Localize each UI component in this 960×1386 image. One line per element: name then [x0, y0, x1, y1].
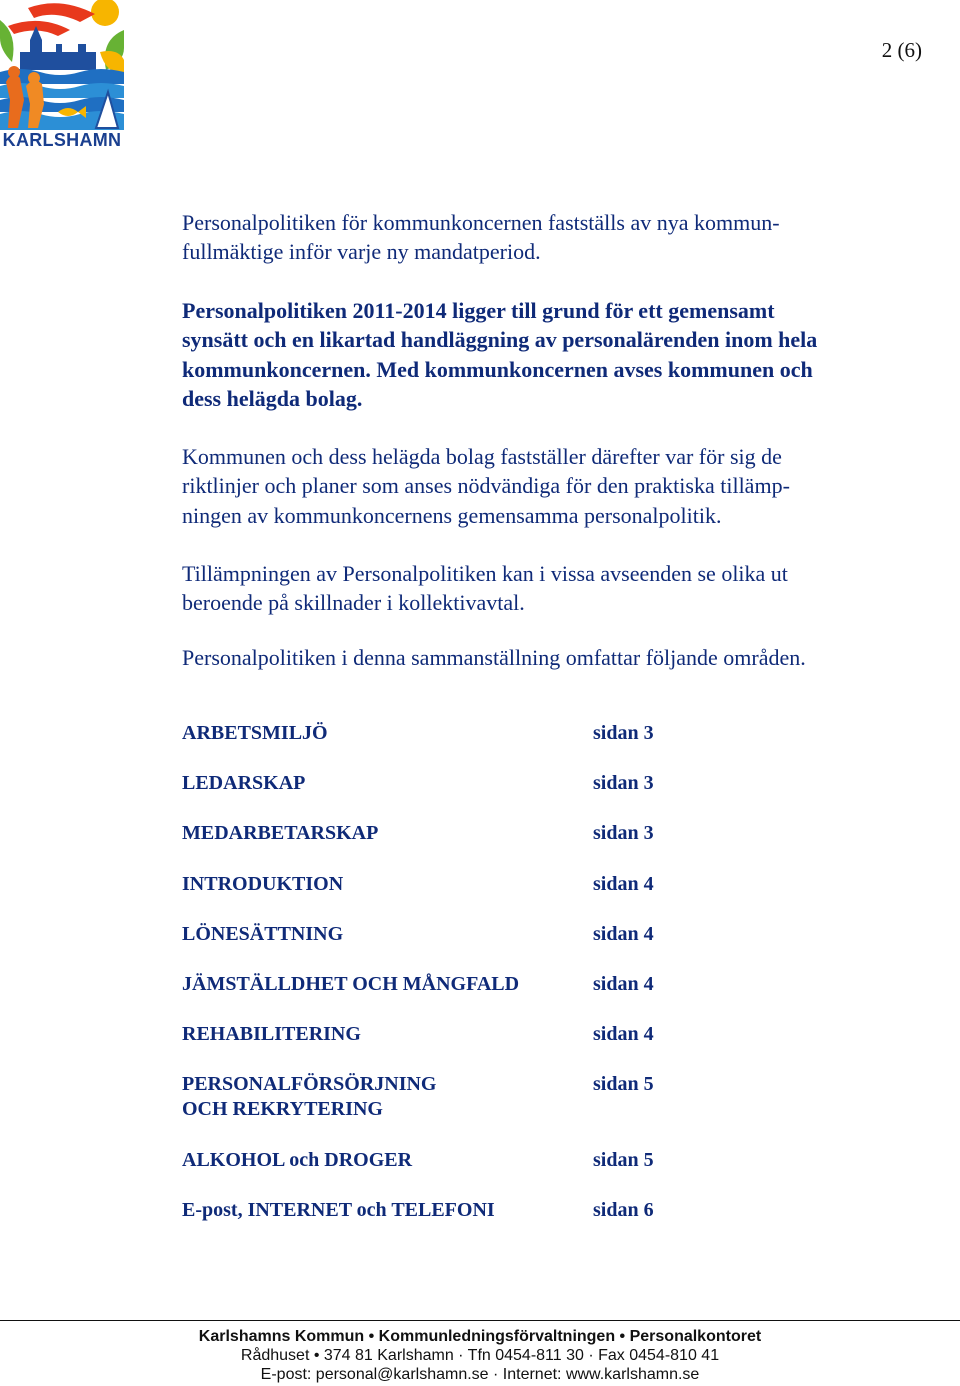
toc-page: sidan 5 [593, 1073, 654, 1096]
toc-row[interactable] [182, 922, 702, 972]
paragraph-line: riktlinjer och planer som anses nödvändiga för den praktiska tillämp- [182, 473, 790, 499]
paragraph-intro [182, 208, 922, 267]
toc-row[interactable] [182, 1148, 702, 1198]
toc-page: sidan 4 [593, 872, 654, 895]
toc-row[interactable] [182, 771, 702, 821]
footer-organization: Karlshamns Kommun • Kommunledningsförvaltningen • Personalkontoret [198, 1328, 762, 1345]
toc-title: JÄMSTÄLLDHET OCH MÅNGFALD [182, 972, 520, 995]
toc-page: sidan 6 [593, 1199, 654, 1221]
toc-row[interactable] [182, 1022, 702, 1072]
paragraph-guidelines [182, 442, 922, 530]
toc-row[interactable] [182, 721, 702, 771]
paragraph-policy-basis [182, 296, 922, 413]
toc-row[interactable] [182, 972, 702, 1022]
toc-page: sidan 5 [593, 1148, 654, 1171]
toc-title-line: PERSONALFÖRSÖRJNING [182, 1073, 437, 1096]
toc-page: sidan 4 [593, 922, 654, 945]
footer-divider [0, 1320, 960, 1321]
paragraph-line: synsätt och en likartad handläggning av personalärenden inom hela [182, 327, 818, 353]
page-number: 2 (6) [881, 38, 922, 62]
paragraph-application [182, 559, 922, 618]
toc-row[interactable] [182, 872, 702, 922]
paragraph-line: dess helägda bolag. [182, 385, 363, 411]
toc-page: sidan 3 [593, 722, 654, 744]
paragraph-line: Kommunen och dess helägda bolag fastställer därefter var för sig de [182, 444, 782, 469]
toc-title: LEDARSKAP [182, 772, 306, 795]
footer-contact[interactable]: E-post: personal@karlshamn.se · Internet: www.karlshamn.se [260, 1366, 700, 1383]
toc-title: E-post, INTERNET och TELEFONI [182, 1199, 495, 1221]
paragraph-areas [182, 643, 922, 672]
paragraph-line: Personalpolitiken för kommunkoncernen fastställs av nya kommun- [182, 210, 780, 235]
karlshamn-logo-emblem [0, 0, 124, 130]
toc-row[interactable] [182, 1198, 702, 1248]
karlshamn-logo [0, 0, 124, 152]
paragraph-line: Personalpolitiken i denna sammanställning omfattar följande områden. [182, 645, 806, 670]
toc-page: sidan 4 [593, 972, 654, 995]
toc-page: sidan 3 [593, 822, 654, 845]
paragraph-line: Personalpolitiken 2011-2014 ligger till grund för ett gemensamt [182, 298, 775, 323]
footer-address: Rådhuset • 374 81 Karlshamn · Tfn 0454-811 30 · Fax 0454-810 41 [240, 1347, 720, 1364]
paragraph-line: Tillämpningen av Personalpolitiken kan i vissa avseenden se olika ut [182, 561, 788, 586]
toc-title: ALKOHOL och DROGER [182, 1148, 413, 1171]
paragraph-line: ningen av kommunkoncernens gemensamma personalpolitik. [182, 502, 722, 528]
footer [0, 1327, 960, 1384]
toc-title: INTRODUKTION [182, 872, 344, 895]
toc-page: sidan 4 [593, 1023, 654, 1046]
table-of-contents [182, 721, 702, 1248]
logo-wordmark: KARLSHAMN [2, 130, 122, 150]
toc-title: MEDARBETARSKAP [182, 822, 379, 845]
toc-title: LÖNESÄTTNING [182, 922, 344, 945]
toc-title [182, 1072, 562, 1122]
toc-page: sidan 3 [593, 772, 654, 795]
toc-title-line: OCH REKRYTERING [182, 1098, 383, 1121]
toc-row[interactable] [182, 1072, 702, 1148]
paragraph-line: fullmäktige inför varje ny mandatperiod. [182, 239, 541, 265]
toc-title: ARBETSMILJÖ [182, 722, 328, 744]
toc-row[interactable] [182, 821, 702, 871]
paragraph-line: beroende på skillnader i kollektivavtal. [182, 590, 525, 616]
toc-title: REHABILITERING [182, 1023, 361, 1046]
paragraph-line: kommunkoncernen. Med kommunkoncernen avses kommunen och [182, 356, 813, 382]
